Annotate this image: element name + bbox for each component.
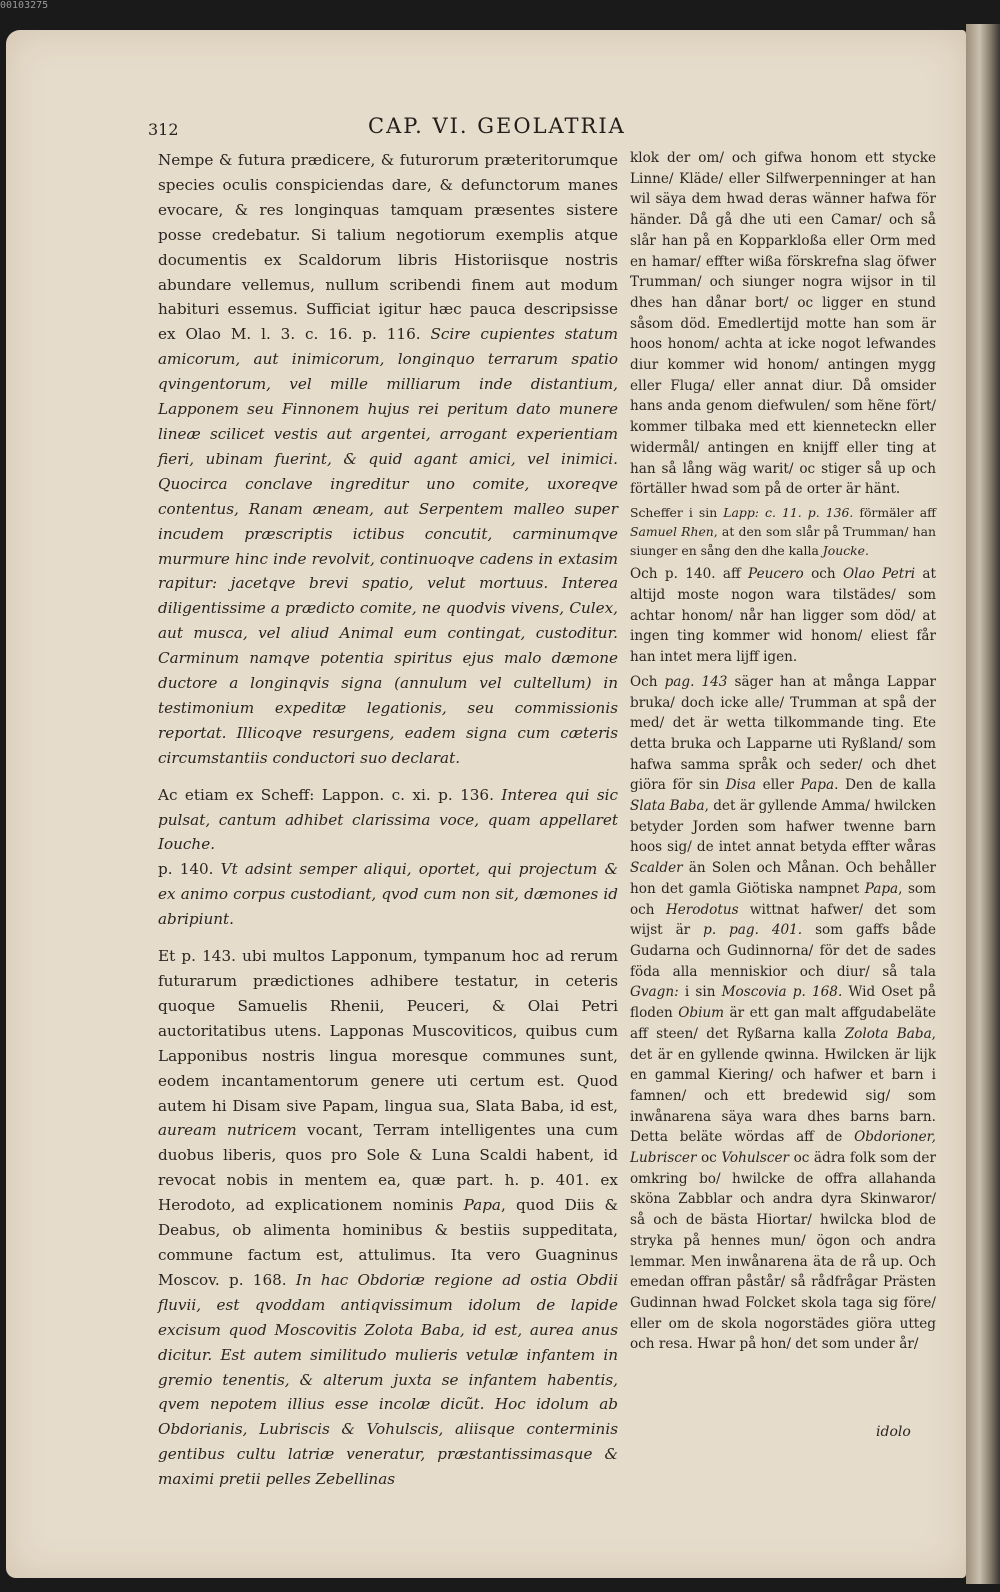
italic-text: Disa bbox=[725, 777, 756, 794]
italic-text: p. pag. 401. bbox=[703, 922, 803, 939]
italic-text: Papa bbox=[463, 1196, 501, 1215]
italic-text: Samuel Rhen bbox=[630, 523, 714, 539]
roman-text: at altijd moste nogon wara tilstädes/ som achtar honom/ når han ligger som död/ at ingen ting kommer wid honom/ eliest får han intet mera lijff igen. bbox=[630, 566, 936, 666]
italic-text: Lapp: c. 11. p. 136. bbox=[723, 504, 854, 520]
italic-text: In hac Obdoriæ regione ad ostia Obdii fluvii, est qvoddam antiqvissimum idolum de lapide excisum quod Moscovitis Zolota Baba, id est, aurea anus dicitur. Est autem similitudo mulieris vetulæ infantem in gremio tenentis, & alterum juxta se infantem habentis, qvem nepotem illius esse incolæ dicũt. Hoc idolum ab Obdorianis, Lubriscis & Vohulscis, aliisque conterminis gentibus cultu latriæ veneratur, præstantissimasque & maximi pretii pelles Zebellinas bbox=[158, 1270, 618, 1489]
roman-text: i sin bbox=[678, 984, 722, 1001]
paragraph bbox=[630, 148, 936, 500]
running-title: CAP. VI. GEOLATRIA bbox=[368, 114, 626, 138]
paragraph bbox=[630, 504, 936, 560]
roman-text: oc bbox=[696, 1150, 722, 1167]
roman-text: som gaffs både Gudarna och Gudinnorna/ för det de sades föda alla menniskior och diur/ så tala bbox=[630, 922, 936, 980]
swedish-column bbox=[630, 148, 936, 1355]
roman-text: Och bbox=[630, 673, 665, 690]
italic-text: Vohulscer bbox=[721, 1150, 790, 1167]
roman-text: än Solen och Månan. Och behåller hon det gamla Giötiska nampnet bbox=[630, 860, 936, 897]
italic-text: Herodotus bbox=[665, 901, 739, 918]
paragraph bbox=[630, 564, 936, 668]
italic-text: Obdorioner, Lubriscer bbox=[630, 1129, 936, 1167]
paragraph bbox=[158, 944, 618, 1492]
roman-text: säger han at många Lappar bruka/ doch icke alle/ Trumman at spå der med/ det är wetta tilkommande ting. Ete detta bruka och Lapparne uti Ryßland/ som hafwa samma språk och seder/ och dhet giöra för sin bbox=[630, 673, 936, 794]
roman-text: förmäler aff bbox=[853, 504, 936, 520]
italic-text: Interea qui sic pulsat, cantum adhibet clarissima voce, quam appellaret Iouche. bbox=[158, 785, 618, 854]
roman-text: vocant, Terram intelligentes una cum duobus liberis, quos pro Sole & Luna Scaldi habent, id revocat nobis in mentem ea, quæ part. h. p. 401. ex Herodoto, ad explicationem nominis bbox=[158, 1121, 618, 1215]
roman-text: p. 140. bbox=[158, 860, 221, 879]
roman-text: , som och bbox=[630, 880, 936, 918]
roman-text: Scheffer i sin bbox=[630, 504, 724, 520]
roman-text: oc ädra folk som der omkring bo/ hwilcke de offra allahanda sköna Zabblar och andra dyra Skinwaror/ så och de bästa Hiortar/ hwilcka blod de stryka på hennes mun/ ögon och andra lemmar. Men inwånarena äta de rå up. Och emedan offran påstår/ så rådfrågar Prästen Gudinnan hwad Folcket skola taga sig före/ eller om de skola nogorstädes giöra utteg och resa. Hwar på hon/ det som under år/ bbox=[630, 1150, 936, 1353]
roman-text: Ac etiam ex Scheff: Lappon. c. xi. p. 136. bbox=[158, 785, 502, 804]
italic-text: Peucero bbox=[748, 566, 804, 583]
roman-text: . Den de kalla bbox=[834, 777, 937, 794]
roman-text: , at den som slår på Trumman/ han siunger en sång den dhe kalla bbox=[630, 523, 936, 558]
roman-text: Och p. 140. aff bbox=[630, 566, 749, 583]
italic-text: pag. 143 bbox=[664, 673, 728, 690]
roman-text: Et p. 143. ubi multos Lapponum, tympanum hoc ad rerum futurarum prædictiones adhibere testatur, in ceteris quoque Samuelis Rhenii, Peuceri, & Olai Petri auctoritatibus utens. Lapponas Muscoviticos, quibus cum Lapponibus nostris lingua moresque communes sunt, eodem incantamentorum genere uti certum est. Quod autem hi Disam sive Papam, lingua sua, Slata Baba, id est, bbox=[158, 947, 618, 1115]
italic-text: Papa bbox=[800, 777, 835, 794]
italic-text: Scalder bbox=[630, 860, 683, 877]
roman-text: , det är en gyllende qwinna. Hwilcken är lijk en gammal Kiering/ och hafwer et barn i famnen/ och ett bredewid sig/ som inwånarena säya wara dhes barns barn. Detta beläte wördas aff de bbox=[630, 1025, 936, 1146]
italic-text: Gvagn: bbox=[630, 984, 679, 1001]
roman-text: klok der om/ och gifwa honom ett stycke Linne/ Kläde/ eller Silfwerpenninger at han wil säya dem hwad deras wänner hafwa för händer. Då gå dhe uti een Camar/ och så slår han på en Kopparkloßa eller Orm med en hamar/ effter wißa förskrefna slag öfwer Trumman/ och siunger nogra wijsor in til dhes han dånar bort/ oc ligger en stund såsom död. Emedlertijd motte han som är hoos honom/ achta at icke nogot lefwandes diur kommer wid honom/ antingen mygg eller Fluga/ eller annat diur. Då omsider hans anda genom diefwulen/ som hẽne fört/ kommer tilbaka med ett kienneteckn eller widermål/ antingen en knijff eller ting at han så lång wäg warit/ oc stiger så up och förtäller hwad som på de orter är hänt. bbox=[630, 150, 936, 498]
italic-text: Scire cupientes statum amicorum, aut inimicorum, longinquo terrarum spatio qvingentorum, vel mille milliarum inde distantium, Lapponem seu Finnonem hujus rei peritum dato munere lineæ scilicet vestis aut argentei, arrogant experientiam fieri, ubinam fuerint, & quid agant amici, vel inimici. Quocirca conclave ingreditur uno comite, uxoreqve contentus, Ranam æneam, aut Serpentem malleo super incudem præscriptis ictibus concutit, carminumqve murmure hinc inde revolvit, continuoqve cadens in extasim rapitur: jacetqve brevi spatio, velut mortuus. Interea diligentissime a prædicto comite, ne quodvis vivens, Culex, aut musca, vel aliud Animal eum contingat, custoditur. Carminum namqve potentia spiritus ejus malo dæmone ductore a longinqvis signa (annulum vel cultellum) in testimonium expeditæ legationis, seu commissionis reportat. Illicoqve resurgens, eadem signa cum cæteris circumstantiis conductori suo declarat. bbox=[158, 325, 618, 767]
italic-text: Slata Baba bbox=[630, 798, 705, 815]
paragraph bbox=[158, 857, 618, 932]
paragraph bbox=[630, 672, 936, 1355]
italic-text: Olao Petri bbox=[843, 566, 916, 583]
italic-text: Joucke. bbox=[822, 542, 869, 558]
paragraph bbox=[158, 148, 618, 771]
roman-text: Wid Oset på floden bbox=[630, 984, 936, 1022]
roman-text: är ett gan malt affgudabeläte aff steen/ det Ryßarna kalla bbox=[630, 1005, 937, 1042]
roman-text: , quod Diis & Deabus, ob alimenta hominibus & bestiis suppeditata, commune factum est, attulimus. Ita vero Guagninus Moscov. p. 168. bbox=[158, 1196, 618, 1289]
roman-text: wittnat hafwer/ det som wijst är bbox=[630, 901, 936, 939]
roman-text: eller bbox=[755, 777, 801, 794]
paragraph bbox=[158, 783, 618, 858]
italic-text: Moscovia p. 168. bbox=[721, 984, 843, 1001]
italic-text: Vt adsint semper aliqui, oportet, qui projectum & ex animo corpus custodiant, qvod cum non sit, dæmones id abripiunt. bbox=[158, 860, 618, 929]
roman-text: Nempe & futura prædicere, & futurorum præteritorumque species oculis conspiciendas dare, & defunctorum manes evocare, & res longinquas tamquam præsentes sistere posse credebatur. Si talium negotiorum exemplis atque documentis ex Scaldorum libris Historiisque nostris abundare vellemus, nullum scribendi finem aut modum habituri essemus. Sufficiat igitur hæc pauca descripsisse ex Olao M. l. 3. c. 16. p. 116. bbox=[158, 151, 618, 344]
italic-text: Papa bbox=[864, 880, 899, 897]
scan-stamp: 00103275 bbox=[0, 0, 49, 11]
latin-column bbox=[158, 148, 618, 1492]
italic-text: Obium bbox=[678, 1005, 725, 1022]
roman-text: och bbox=[803, 566, 844, 583]
italic-text: Zolota Baba bbox=[844, 1025, 932, 1042]
book-page-edge bbox=[966, 24, 1000, 1584]
catchword: idolo bbox=[876, 1424, 911, 1440]
page-number: 312 bbox=[148, 120, 179, 139]
roman-text: , det är gyllende Amma/ hwilcken betyder Jorden som hafwer twenne barn hoos sig/ de intet annat betyda effter wåras bbox=[630, 798, 936, 856]
page-header bbox=[148, 114, 960, 144]
italic-text: auream nutricem bbox=[158, 1121, 297, 1140]
